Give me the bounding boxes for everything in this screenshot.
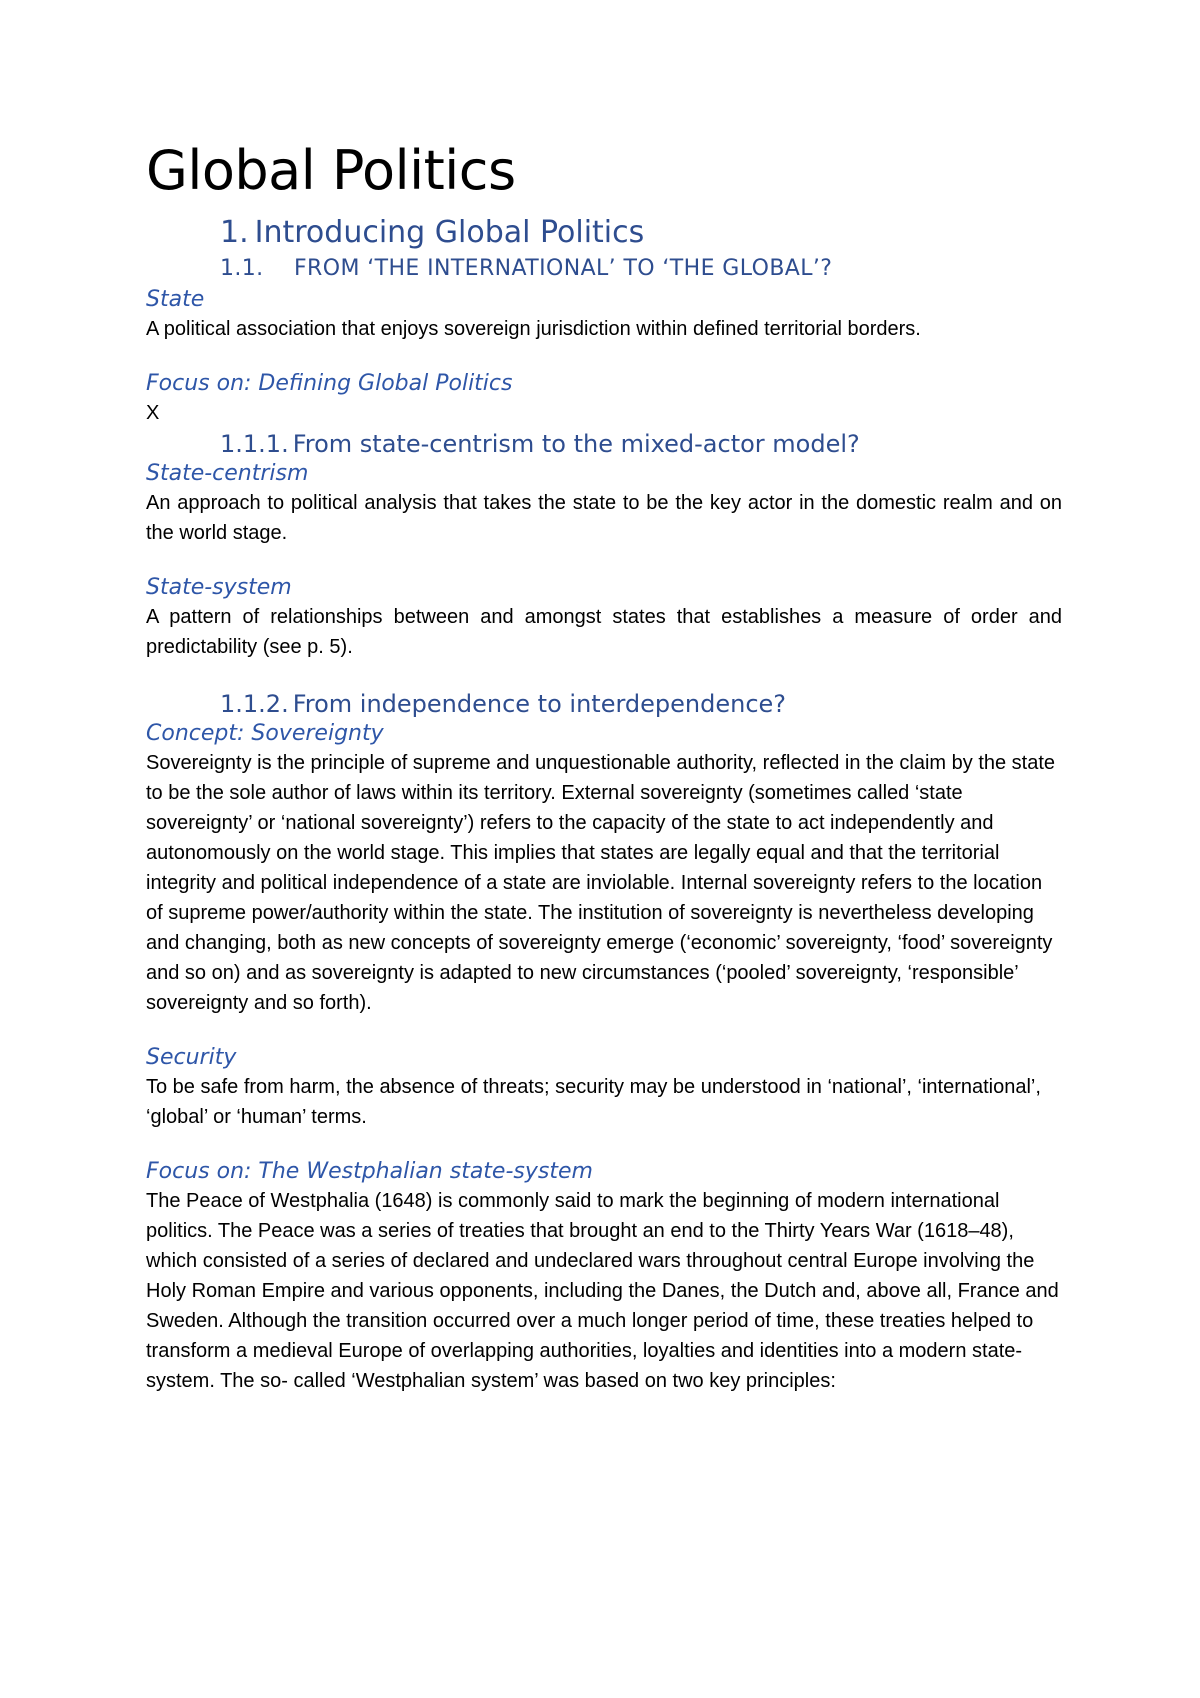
- subsection-number: 1.1.1.: [220, 430, 289, 458]
- definition-state-system: A pattern of relationships between and amongst states that establishes a measure of order and predictability (see p. 5).: [146, 606, 1062, 658]
- definition-state: A political association that enjoys sovereign jurisdiction within defined territorial borders.: [146, 318, 921, 340]
- document-title: Global Politics: [146, 139, 516, 202]
- subsection-heading-1-1-2: [220, 688, 1062, 720]
- focus-defining-global-politics-body: X: [146, 402, 160, 424]
- concept-sovereignty-body: Sovereignty is the principle of supreme and unquestionable authority, reflected in the claim by the state to be the sole author of laws within its territory. External sovereignty (sometimes called ‘state sovereignty’ or ‘national sovereignty’) refers to the capacity of the state to act independently and autonomously on the world stage. This implies that states are legally equal and that the territorial integrity and political independence of a state are inviolable. Internal sovereignty refers to the location of supreme power/authority within the state. The institution of sovereignty is nevertheless developing and changing, both as new concepts of sovereignty emerge (‘economic’ sovereignty, ‘food’ sovereignty and so on) and as sovereignty is adapted to new circumstances (‘pooled’ sovereignty, ‘responsible’ sovereignty and so forth).: [146, 752, 1056, 1014]
- concept-sovereignty: Concept: Sovereignty: [146, 721, 384, 746]
- term-security: Security: [146, 1045, 237, 1070]
- term-state: State: [146, 287, 205, 312]
- section-heading: [220, 254, 1062, 284]
- focus-westphalian-state-system-body: The Peace of Westphalia (1648) is commonly said to mark the beginning of modern international politics. The Peace was a series of treaties that brought an end to the Thirty Years War (1618–48), which consisted of a series of declared and undeclared wars throughout central Europe involving the Holy Roman Empire and various opponents, including the Danes, the Dutch and, above all, France and Sweden. Although the transition occurred over a much longer period of time, these treaties helped to transform a medieval Europe of overlapping authorities, loyalties and identities into a modern state-system. The so- called ‘Westphalian system’ was based on two key principles:: [146, 1190, 1059, 1392]
- spacer: [146, 1132, 1062, 1158]
- chapter-number: 1.: [220, 215, 249, 250]
- term-state-centrism: State-centrism: [146, 461, 309, 486]
- term-state-system: State-system: [146, 575, 292, 600]
- focus-defining-global-politics: Focus on: Defining Global Politics: [146, 371, 513, 396]
- spacer: [146, 1018, 1062, 1044]
- subsection-number: 1.1.2.: [220, 690, 289, 718]
- subsection-title: From state-centrism to the mixed-actor model?: [292, 430, 860, 458]
- chapter-heading: [220, 214, 1062, 252]
- document-page: [146, 138, 1062, 1396]
- chapter-title: Introducing Global Politics: [254, 215, 645, 250]
- definition-security: To be safe from harm, the absence of threats; security may be understood in ‘national’, ‘international’, ‘global’ or ‘human’ terms.: [146, 1076, 1041, 1128]
- spacer: [146, 662, 1062, 688]
- focus-westphalian-state-system: Focus on: The Westphalian state-system: [146, 1159, 593, 1184]
- spacer: [146, 548, 1062, 574]
- section-title: FROM ‘THE INTERNATIONAL’ TO ‘THE GLOBAL’?: [294, 256, 833, 281]
- spacer: [146, 344, 1062, 370]
- definition-state-centrism: An approach to political analysis that takes the state to be the key actor in the domestic realm and on the world stage.: [146, 492, 1062, 544]
- subsection-title: From independence to interdependence?: [292, 690, 787, 718]
- subsection-heading-1-1-1: [220, 428, 1062, 460]
- section-number: 1.1.: [220, 256, 264, 281]
